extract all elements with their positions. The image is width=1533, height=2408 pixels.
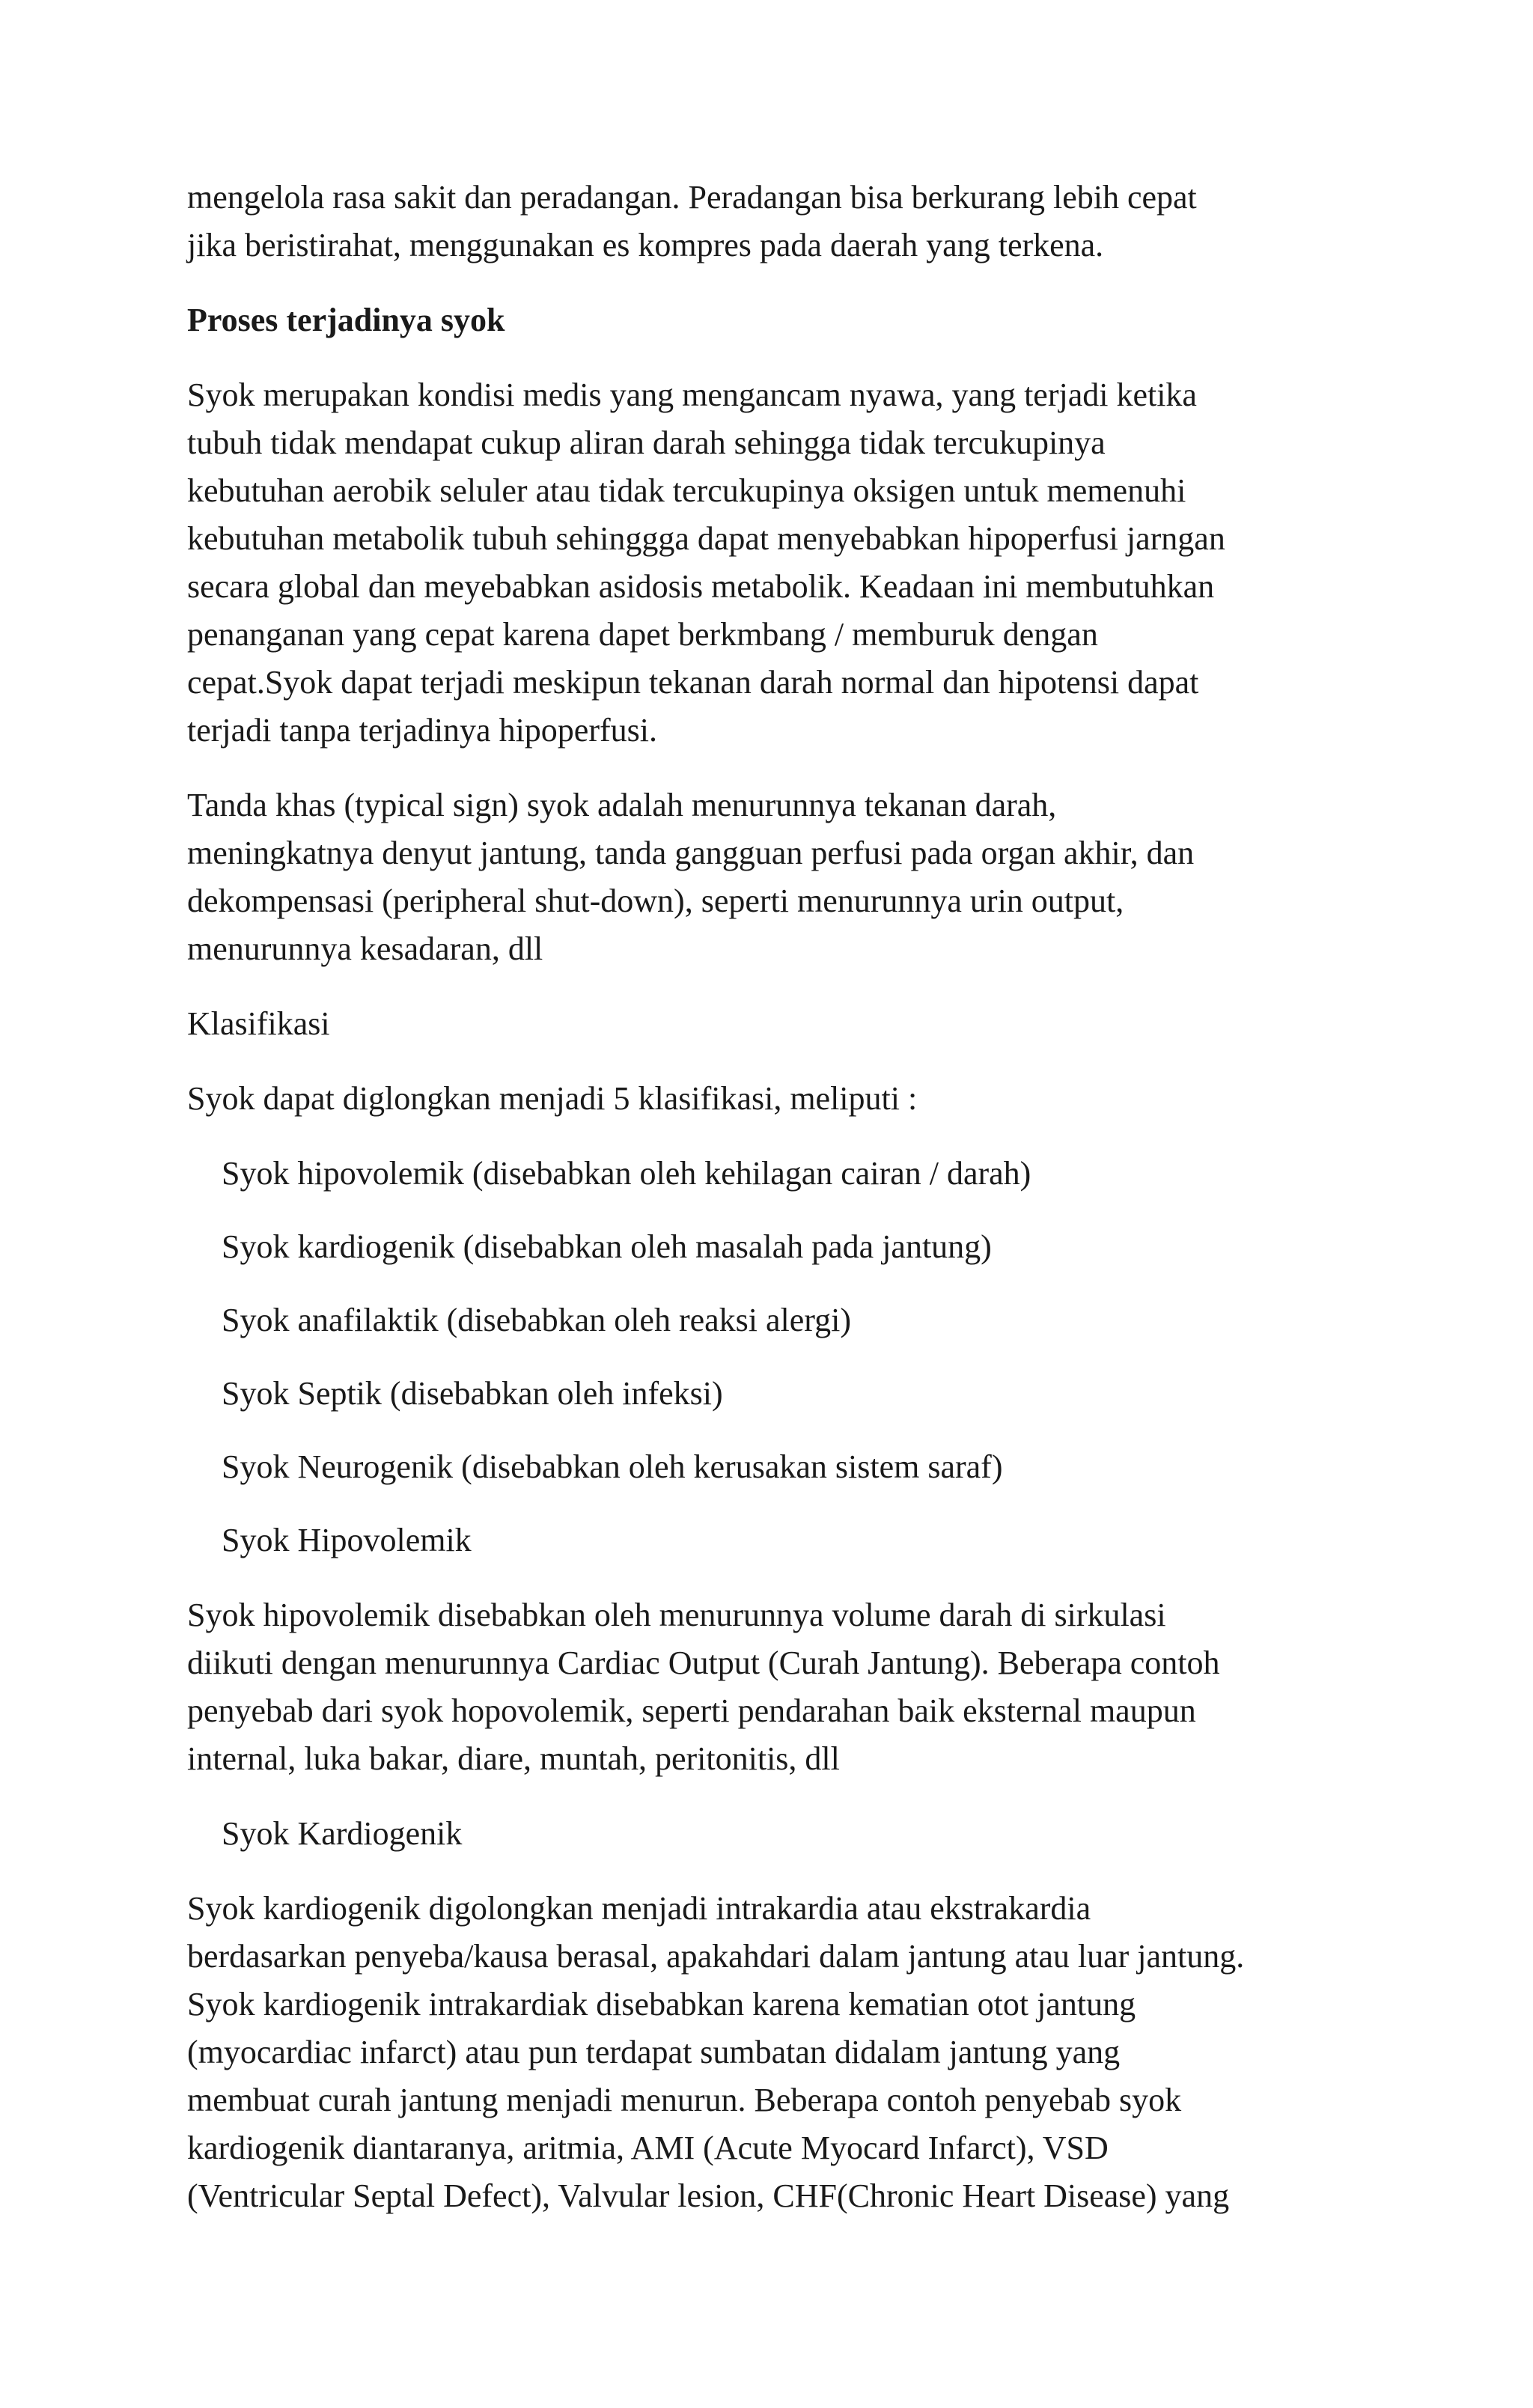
text-line: meningkatnya denyut jantung, tanda gangguan perfusi pada organ akhir, dan <box>187 835 1195 871</box>
text-line: Syok hipovolemik disebabkan oleh menurunnya volume darah di sirkulasi <box>187 1597 1166 1633</box>
list-item: Syok anafilaktik (disebabkan oleh reaksi alergi) <box>222 1302 852 1338</box>
text-line: internal, luka bakar, diare, muntah, peritonitis, dll <box>187 1740 840 1777</box>
text-line: tubuh tidak mendapat cukup aliran darah sehingga tidak tercukupinya <box>187 424 1106 461</box>
klasifikasi-heading: Klasifikasi <box>187 1005 330 1042</box>
kardiogenik-paragraph <box>187 1885 1355 2220</box>
tanda-khas-paragraph <box>187 781 1355 973</box>
text-line: Syok kardiogenik digolongkan menjadi intrakardia atau ekstrakardia <box>187 1890 1091 1927</box>
hipovolemik-paragraph <box>187 1591 1355 1783</box>
list-item: Syok hipovolemik (disebabkan oleh kehilagan cairan / darah) <box>222 1155 1031 1192</box>
text-line: cepat.Syok dapat terjadi meskipun tekanan darah normal dan hipotensi dapat <box>187 664 1199 701</box>
text-line: penyebab dari syok hopovolemik, seperti pendarahan baik eksternal maupun <box>187 1692 1196 1729</box>
text-line: menurunnya kesadaran, dll <box>187 930 543 967</box>
document-page <box>187 174 1355 2247</box>
hipovolemik-heading: Syok Hipovolemik <box>222 1522 472 1558</box>
text-line: (myocardiac infarct) atau pun terdapat sumbatan didalam jantung yang <box>187 2034 1121 2070</box>
text-line: jika beristirahat, menggunakan es kompres pada daerah yang terkena. <box>187 227 1104 263</box>
text-line: mengelola rasa sakit dan peradangan. Peradangan bisa berkurang lebih cepat <box>187 179 1197 216</box>
text-line: membuat curah jantung menjadi menurun. Beberapa contoh penyebab syok <box>187 2082 1182 2118</box>
text-line: terjadi tanpa terjadinya hipoperfusi. <box>187 712 657 749</box>
text-line: diikuti dengan menurunnya Cardiac Output (Curah Jantung). Beberapa contoh <box>187 1645 1220 1681</box>
text-line: Tanda khas (typical sign) syok adalah menurunnya tekanan darah, <box>187 787 1057 823</box>
text-line: penanganan yang cepat karena dapet berkmbang / memburuk dengan <box>187 616 1098 653</box>
text-line: Syok kardiogenik intrakardiak disebabkan karena kematian otot jantung <box>187 1986 1136 2023</box>
text-line: (Ventricular Septal Defect), Valvular lesion, CHF(Chronic Heart Disease) yang <box>187 2177 1230 2214</box>
text-line: dekompensasi (peripheral shut-down), seperti menurunnya urin output, <box>187 883 1124 919</box>
klasifikasi-list <box>187 1150 1355 1491</box>
text-line: kebutuhan aerobik seluler atau tidak tercukupinya oksigen untuk memenuhi <box>187 472 1186 509</box>
text-line: Syok merupakan kondisi medis yang mengancam nyawa, yang terjadi ketika <box>187 377 1197 413</box>
text-line: kardiogenik diantaranya, aritmia, AMI (Acute Myocard Infarct), VSD <box>187 2130 1109 2166</box>
text-line: secara global dan meyebabkan asidosis metabolik. Keadaan ini membutuhkan <box>187 568 1215 605</box>
text-line: berdasarkan penyeba/kausa berasal, apakahdari dalam jantung atau luar jantung. <box>187 1938 1245 1975</box>
list-item: Syok Septik (disebabkan oleh infeksi) <box>222 1375 723 1412</box>
kardiogenik-heading: Syok Kardiogenik <box>222 1815 463 1852</box>
list-item: Syok kardiogenik (disebabkan oleh masalah pada jantung) <box>222 1228 992 1265</box>
syok-definition-paragraph <box>187 371 1355 755</box>
text-line: kebutuhan metabolik tubuh sehinggga dapat menyebabkan hipoperfusi jarngan <box>187 520 1225 557</box>
intro-paragraph <box>187 174 1355 269</box>
klasifikasi-intro: Syok dapat diglongkan menjadi 5 klasifikasi, meliputi : <box>187 1080 918 1117</box>
list-item: Syok Neurogenik (disebabkan oleh kerusakan sistem saraf) <box>222 1448 1003 1485</box>
section-heading-proses: Proses terjadinya syok <box>187 302 505 338</box>
